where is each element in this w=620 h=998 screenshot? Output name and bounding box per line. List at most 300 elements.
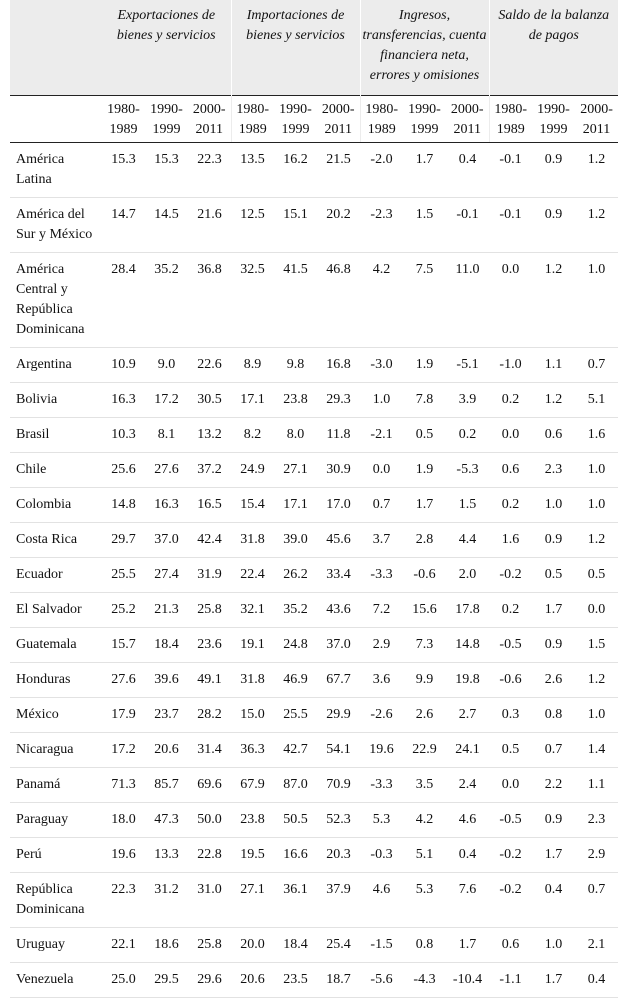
period-header: 1990-1999 bbox=[274, 95, 317, 142]
value-cell: 0.7 bbox=[575, 347, 618, 382]
value-cell: -1.5 bbox=[360, 927, 403, 962]
period-header: 1990-1999 bbox=[532, 95, 575, 142]
country-name: América del Sur y México bbox=[10, 197, 102, 252]
value-cell: 36.8 bbox=[188, 252, 231, 347]
value-cell: 2.9 bbox=[575, 837, 618, 872]
value-cell: 70.9 bbox=[317, 767, 360, 802]
value-cell: 0.4 bbox=[446, 142, 489, 197]
value-cell: 3.9 bbox=[446, 382, 489, 417]
country-name: Venezuela bbox=[10, 962, 102, 997]
country-name: México bbox=[10, 697, 102, 732]
value-cell: 4.2 bbox=[403, 802, 446, 837]
value-cell: 20.3 bbox=[317, 837, 360, 872]
value-cell: -2.6 bbox=[360, 697, 403, 732]
value-cell: 35.2 bbox=[274, 592, 317, 627]
period-header-row bbox=[10, 95, 618, 142]
value-cell: -2.0 bbox=[360, 142, 403, 197]
value-cell: 4.2 bbox=[360, 252, 403, 347]
table-row bbox=[10, 592, 618, 627]
value-cell: 7.5 bbox=[403, 252, 446, 347]
value-cell: 25.0 bbox=[102, 962, 145, 997]
value-cell: 8.2 bbox=[231, 417, 274, 452]
value-cell: 67.9 bbox=[231, 767, 274, 802]
value-cell: 15.6 bbox=[403, 592, 446, 627]
value-cell: 42.4 bbox=[188, 522, 231, 557]
country-name: Costa Rica bbox=[10, 522, 102, 557]
value-cell: -0.2 bbox=[489, 837, 532, 872]
value-cell: 0.9 bbox=[532, 142, 575, 197]
value-cell: 15.4 bbox=[231, 487, 274, 522]
table-row bbox=[10, 732, 618, 767]
value-cell: 39.6 bbox=[145, 662, 188, 697]
value-cell: 4.6 bbox=[446, 802, 489, 837]
value-cell: 5.1 bbox=[575, 382, 618, 417]
value-cell: 8.1 bbox=[145, 417, 188, 452]
value-cell: 31.8 bbox=[231, 522, 274, 557]
value-cell: 16.5 bbox=[188, 487, 231, 522]
value-cell: 42.7 bbox=[274, 732, 317, 767]
value-cell: 16.6 bbox=[274, 837, 317, 872]
value-cell: 19.5 bbox=[231, 837, 274, 872]
value-cell: 2.6 bbox=[403, 697, 446, 732]
value-cell: 0.7 bbox=[575, 872, 618, 927]
country-name: América Central y República Dominicana bbox=[10, 252, 102, 347]
value-cell: 18.6 bbox=[145, 927, 188, 962]
value-cell: 21.3 bbox=[145, 592, 188, 627]
value-cell: -2.1 bbox=[360, 417, 403, 452]
value-cell: 9.0 bbox=[145, 347, 188, 382]
value-cell: 7.6 bbox=[446, 872, 489, 927]
value-cell: 15.3 bbox=[145, 142, 188, 197]
value-cell: 25.8 bbox=[188, 592, 231, 627]
value-cell: 15.7 bbox=[102, 627, 145, 662]
value-cell: 32.1 bbox=[231, 592, 274, 627]
value-cell: 0.2 bbox=[489, 487, 532, 522]
value-cell: 0.6 bbox=[489, 452, 532, 487]
value-cell: 31.2 bbox=[145, 872, 188, 927]
value-cell: 1.5 bbox=[446, 487, 489, 522]
value-cell: 2.2 bbox=[532, 767, 575, 802]
value-cell: 21.5 bbox=[317, 142, 360, 197]
value-cell: 0.5 bbox=[532, 557, 575, 592]
value-cell: 0.9 bbox=[532, 197, 575, 252]
value-cell: 1.2 bbox=[532, 252, 575, 347]
value-cell: 7.8 bbox=[403, 382, 446, 417]
value-cell: 1.9 bbox=[403, 347, 446, 382]
period-header: 1980-1989 bbox=[102, 95, 145, 142]
value-cell: 1.6 bbox=[489, 522, 532, 557]
value-cell: 23.5 bbox=[274, 962, 317, 997]
period-corner-cell bbox=[10, 95, 102, 142]
value-cell: 67.7 bbox=[317, 662, 360, 697]
value-cell: 22.3 bbox=[188, 142, 231, 197]
value-cell: 37.0 bbox=[317, 627, 360, 662]
period-header: 2000-2011 bbox=[575, 95, 618, 142]
table-row bbox=[10, 522, 618, 557]
value-cell: 52.3 bbox=[317, 802, 360, 837]
value-cell: 0.4 bbox=[446, 837, 489, 872]
value-cell: -3.3 bbox=[360, 557, 403, 592]
value-cell: 29.5 bbox=[145, 962, 188, 997]
country-name: Brasil bbox=[10, 417, 102, 452]
country-name: Nicaragua bbox=[10, 732, 102, 767]
value-cell: 29.7 bbox=[102, 522, 145, 557]
value-cell: 7.3 bbox=[403, 627, 446, 662]
value-cell: 1.7 bbox=[532, 592, 575, 627]
value-cell: 14.5 bbox=[145, 197, 188, 252]
country-name: El Salvador bbox=[10, 592, 102, 627]
country-name: Perú bbox=[10, 837, 102, 872]
value-cell: 20.6 bbox=[231, 962, 274, 997]
value-cell: -5.6 bbox=[360, 962, 403, 997]
value-cell: 18.7 bbox=[317, 962, 360, 997]
period-header: 1980-1989 bbox=[360, 95, 403, 142]
value-cell: 13.2 bbox=[188, 417, 231, 452]
value-cell: 1.7 bbox=[403, 487, 446, 522]
value-cell: 0.5 bbox=[575, 557, 618, 592]
value-cell: 5.3 bbox=[403, 872, 446, 927]
value-cell: 49.1 bbox=[188, 662, 231, 697]
value-cell: 3.6 bbox=[360, 662, 403, 697]
value-cell: 17.2 bbox=[145, 382, 188, 417]
value-cell: 47.3 bbox=[145, 802, 188, 837]
value-cell: 22.9 bbox=[403, 732, 446, 767]
value-cell: 2.0 bbox=[446, 557, 489, 592]
table-row bbox=[10, 962, 618, 997]
table-row bbox=[10, 697, 618, 732]
value-cell: 1.0 bbox=[532, 927, 575, 962]
value-cell: 1.0 bbox=[532, 487, 575, 522]
value-cell: 7.2 bbox=[360, 592, 403, 627]
value-cell: 28.2 bbox=[188, 697, 231, 732]
value-cell: 5.3 bbox=[360, 802, 403, 837]
value-cell: 8.9 bbox=[231, 347, 274, 382]
value-cell: 17.1 bbox=[231, 382, 274, 417]
value-cell: 0.4 bbox=[532, 872, 575, 927]
value-cell: 25.5 bbox=[274, 697, 317, 732]
group-header-imports: Importaciones de bienes y servicios bbox=[231, 0, 360, 95]
value-cell: 0.6 bbox=[489, 927, 532, 962]
value-cell: 20.6 bbox=[145, 732, 188, 767]
value-cell: 1.0 bbox=[575, 452, 618, 487]
country-name: Panamá bbox=[10, 767, 102, 802]
value-cell: 27.1 bbox=[274, 452, 317, 487]
value-cell: 12.5 bbox=[231, 197, 274, 252]
value-cell: 22.8 bbox=[188, 837, 231, 872]
table-row bbox=[10, 142, 618, 197]
value-cell: 13.3 bbox=[145, 837, 188, 872]
country-name: Colombia bbox=[10, 487, 102, 522]
value-cell: 4.4 bbox=[446, 522, 489, 557]
value-cell: 25.4 bbox=[317, 927, 360, 962]
value-cell: 16.3 bbox=[145, 487, 188, 522]
country-name: Chile bbox=[10, 452, 102, 487]
value-cell: 19.6 bbox=[360, 732, 403, 767]
value-cell: 87.0 bbox=[274, 767, 317, 802]
value-cell: 21.6 bbox=[188, 197, 231, 252]
value-cell: 17.9 bbox=[102, 697, 145, 732]
value-cell: 1.5 bbox=[575, 627, 618, 662]
value-cell: 23.8 bbox=[274, 382, 317, 417]
value-cell: 1.7 bbox=[532, 962, 575, 997]
value-cell: 45.6 bbox=[317, 522, 360, 557]
value-cell: 19.8 bbox=[446, 662, 489, 697]
country-name: Argentina bbox=[10, 347, 102, 382]
value-cell: 10.3 bbox=[102, 417, 145, 452]
value-cell: 0.0 bbox=[575, 592, 618, 627]
value-cell: 1.2 bbox=[575, 197, 618, 252]
value-cell: -0.1 bbox=[489, 142, 532, 197]
period-header: 1980-1989 bbox=[231, 95, 274, 142]
value-cell: 0.6 bbox=[532, 417, 575, 452]
value-cell: 0.0 bbox=[360, 452, 403, 487]
value-cell: 36.1 bbox=[274, 872, 317, 927]
table-row bbox=[10, 557, 618, 592]
value-cell: 16.3 bbox=[102, 382, 145, 417]
value-cell: 31.8 bbox=[231, 662, 274, 697]
value-cell: 1.6 bbox=[575, 417, 618, 452]
value-cell: 71.3 bbox=[102, 767, 145, 802]
value-cell: 0.9 bbox=[532, 522, 575, 557]
group-header-balance: Saldo de la balanza de pagos bbox=[489, 0, 618, 95]
value-cell: 50.0 bbox=[188, 802, 231, 837]
value-cell: 1.0 bbox=[575, 697, 618, 732]
value-cell: 20.2 bbox=[317, 197, 360, 252]
value-cell: 24.1 bbox=[446, 732, 489, 767]
value-cell: 0.0 bbox=[489, 767, 532, 802]
value-cell: 2.7 bbox=[446, 697, 489, 732]
value-cell: -0.1 bbox=[446, 197, 489, 252]
value-cell: 43.6 bbox=[317, 592, 360, 627]
value-cell: 19.1 bbox=[231, 627, 274, 662]
value-cell: -4.3 bbox=[403, 962, 446, 997]
value-cell: -10.4 bbox=[446, 962, 489, 997]
value-cell: 46.8 bbox=[317, 252, 360, 347]
table-row bbox=[10, 627, 618, 662]
value-cell: 2.9 bbox=[360, 627, 403, 662]
value-cell: 26.2 bbox=[274, 557, 317, 592]
country-name: Uruguay bbox=[10, 927, 102, 962]
value-cell: 27.6 bbox=[145, 452, 188, 487]
table-row bbox=[10, 197, 618, 252]
value-cell: 46.9 bbox=[274, 662, 317, 697]
value-cell: 32.5 bbox=[231, 252, 274, 347]
value-cell: -2.3 bbox=[360, 197, 403, 252]
value-cell: 8.0 bbox=[274, 417, 317, 452]
value-cell: 0.0 bbox=[489, 417, 532, 452]
value-cell: 25.2 bbox=[102, 592, 145, 627]
value-cell: 14.8 bbox=[446, 627, 489, 662]
value-cell: 17.8 bbox=[446, 592, 489, 627]
value-cell: 69.6 bbox=[188, 767, 231, 802]
value-cell: 33.4 bbox=[317, 557, 360, 592]
value-cell: 15.0 bbox=[231, 697, 274, 732]
value-cell: 19.6 bbox=[102, 837, 145, 872]
value-cell: 24.8 bbox=[274, 627, 317, 662]
value-cell: -3.0 bbox=[360, 347, 403, 382]
group-header-row bbox=[10, 0, 618, 95]
country-name: Paraguay bbox=[10, 802, 102, 837]
value-cell: 3.7 bbox=[360, 522, 403, 557]
country-name: República Dominicana bbox=[10, 872, 102, 927]
value-cell: 1.1 bbox=[532, 347, 575, 382]
value-cell: -1.1 bbox=[489, 962, 532, 997]
group-header-income: Ingresos, transferencias, cuenta financiera neta, errores y omisiones bbox=[360, 0, 489, 95]
value-cell: -0.1 bbox=[489, 197, 532, 252]
country-name: Honduras bbox=[10, 662, 102, 697]
value-cell: 5.1 bbox=[403, 837, 446, 872]
table-row bbox=[10, 487, 618, 522]
value-cell: -5.3 bbox=[446, 452, 489, 487]
country-name: Bolivia bbox=[10, 382, 102, 417]
value-cell: 37.0 bbox=[145, 522, 188, 557]
country-name: Ecuador bbox=[10, 557, 102, 592]
country-name: Guatemala bbox=[10, 627, 102, 662]
value-cell: 0.4 bbox=[575, 962, 618, 997]
value-cell: -0.6 bbox=[403, 557, 446, 592]
value-cell: 2.4 bbox=[446, 767, 489, 802]
value-cell: 1.0 bbox=[360, 382, 403, 417]
table-row bbox=[10, 452, 618, 487]
value-cell: 30.5 bbox=[188, 382, 231, 417]
value-cell: 15.1 bbox=[274, 197, 317, 252]
value-cell: 1.2 bbox=[575, 522, 618, 557]
value-cell: 0.3 bbox=[489, 697, 532, 732]
value-cell: 50.5 bbox=[274, 802, 317, 837]
value-cell: 37.9 bbox=[317, 872, 360, 927]
value-cell: 9.9 bbox=[403, 662, 446, 697]
value-cell: 10.9 bbox=[102, 347, 145, 382]
value-cell: 4.6 bbox=[360, 872, 403, 927]
value-cell: 54.1 bbox=[317, 732, 360, 767]
value-cell: 0.2 bbox=[489, 382, 532, 417]
country-name: América Latina bbox=[10, 142, 102, 197]
value-cell: 28.4 bbox=[102, 252, 145, 347]
value-cell: 0.8 bbox=[403, 927, 446, 962]
value-cell: 23.8 bbox=[231, 802, 274, 837]
value-cell: 22.1 bbox=[102, 927, 145, 962]
value-cell: 0.2 bbox=[489, 592, 532, 627]
value-cell: 22.6 bbox=[188, 347, 231, 382]
table-row bbox=[10, 382, 618, 417]
value-cell: 1.0 bbox=[575, 252, 618, 347]
period-header: 1990-1999 bbox=[145, 95, 188, 142]
value-cell: 35.2 bbox=[145, 252, 188, 347]
table-row bbox=[10, 347, 618, 382]
value-cell: 2.6 bbox=[532, 662, 575, 697]
value-cell: 0.8 bbox=[532, 697, 575, 732]
value-cell: 0.9 bbox=[532, 802, 575, 837]
value-cell: 2.3 bbox=[575, 802, 618, 837]
value-cell: 3.5 bbox=[403, 767, 446, 802]
value-cell: 29.3 bbox=[317, 382, 360, 417]
table-row bbox=[10, 662, 618, 697]
value-cell: 31.9 bbox=[188, 557, 231, 592]
value-cell: 0.5 bbox=[403, 417, 446, 452]
value-cell: 2.8 bbox=[403, 522, 446, 557]
value-cell: 0.7 bbox=[532, 732, 575, 767]
value-cell: 0.2 bbox=[446, 417, 489, 452]
value-cell: 1.2 bbox=[575, 142, 618, 197]
value-cell: 27.1 bbox=[231, 872, 274, 927]
period-header: 1980-1989 bbox=[489, 95, 532, 142]
period-header: 2000-2011 bbox=[317, 95, 360, 142]
value-cell: 25.5 bbox=[102, 557, 145, 592]
value-cell: -5.1 bbox=[446, 347, 489, 382]
period-header: 2000-2011 bbox=[188, 95, 231, 142]
value-cell: 18.0 bbox=[102, 802, 145, 837]
balance-of-payments-table bbox=[10, 0, 618, 998]
value-cell: 15.3 bbox=[102, 142, 145, 197]
period-header: 1990-1999 bbox=[403, 95, 446, 142]
table-row bbox=[10, 927, 618, 962]
value-cell: 27.6 bbox=[102, 662, 145, 697]
table-row bbox=[10, 802, 618, 837]
value-cell: 0.5 bbox=[489, 732, 532, 767]
group-header-exports: Exportaciones de bienes y servicios bbox=[102, 0, 231, 95]
value-cell: 1.5 bbox=[403, 197, 446, 252]
value-cell: 17.1 bbox=[274, 487, 317, 522]
value-cell: 31.4 bbox=[188, 732, 231, 767]
value-cell: -0.2 bbox=[489, 872, 532, 927]
value-cell: 1.7 bbox=[403, 142, 446, 197]
value-cell: 1.2 bbox=[532, 382, 575, 417]
value-cell: 9.8 bbox=[274, 347, 317, 382]
value-cell: 39.0 bbox=[274, 522, 317, 557]
value-cell: 23.6 bbox=[188, 627, 231, 662]
value-cell: 29.6 bbox=[188, 962, 231, 997]
value-cell: 2.3 bbox=[532, 452, 575, 487]
table-row bbox=[10, 767, 618, 802]
value-cell: 14.7 bbox=[102, 197, 145, 252]
value-cell: 1.7 bbox=[532, 837, 575, 872]
value-cell: 41.5 bbox=[274, 252, 317, 347]
table-row bbox=[10, 252, 618, 347]
value-cell: -0.6 bbox=[489, 662, 532, 697]
value-cell: -0.5 bbox=[489, 627, 532, 662]
period-header: 2000-2011 bbox=[446, 95, 489, 142]
value-cell: 85.7 bbox=[145, 767, 188, 802]
value-cell: 16.8 bbox=[317, 347, 360, 382]
value-cell: 17.0 bbox=[317, 487, 360, 522]
value-cell: 36.3 bbox=[231, 732, 274, 767]
value-cell: 2.1 bbox=[575, 927, 618, 962]
value-cell: 17.2 bbox=[102, 732, 145, 767]
value-cell: 0.9 bbox=[532, 627, 575, 662]
value-cell: 29.9 bbox=[317, 697, 360, 732]
table-row bbox=[10, 872, 618, 927]
value-cell: 11.8 bbox=[317, 417, 360, 452]
value-cell: 22.4 bbox=[231, 557, 274, 592]
value-cell: 1.0 bbox=[575, 487, 618, 522]
value-cell: 25.8 bbox=[188, 927, 231, 962]
value-cell: 11.0 bbox=[446, 252, 489, 347]
value-cell: 13.5 bbox=[231, 142, 274, 197]
value-cell: -1.0 bbox=[489, 347, 532, 382]
value-cell: -0.2 bbox=[489, 557, 532, 592]
value-cell: 20.0 bbox=[231, 927, 274, 962]
value-cell: 24.9 bbox=[231, 452, 274, 487]
value-cell: 16.2 bbox=[274, 142, 317, 197]
value-cell: 30.9 bbox=[317, 452, 360, 487]
value-cell: 1.4 bbox=[575, 732, 618, 767]
corner-cell bbox=[10, 0, 102, 95]
value-cell: 1.9 bbox=[403, 452, 446, 487]
value-cell: 0.7 bbox=[360, 487, 403, 522]
table-body bbox=[10, 142, 618, 997]
value-cell: 25.6 bbox=[102, 452, 145, 487]
table-row bbox=[10, 837, 618, 872]
